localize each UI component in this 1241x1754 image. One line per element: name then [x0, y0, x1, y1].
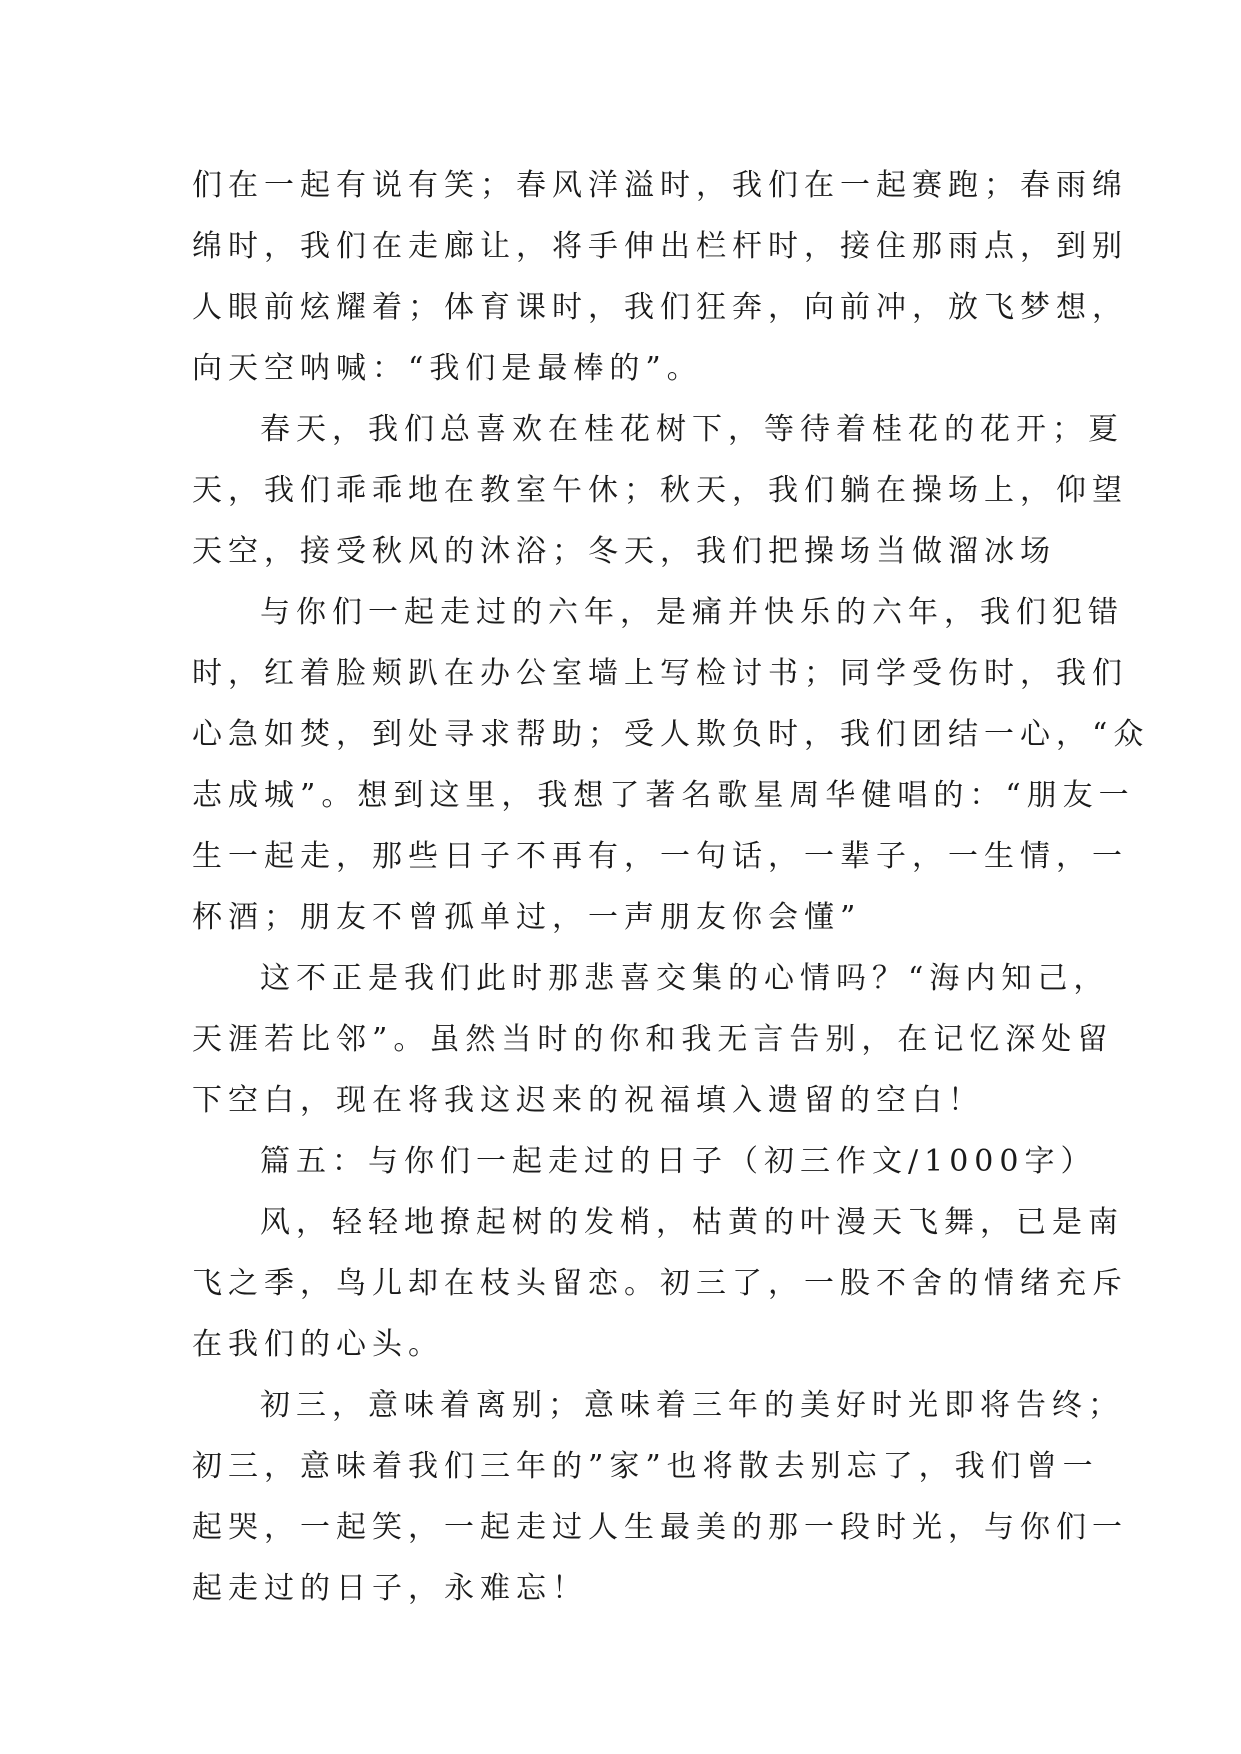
paragraph-first-line: 这不正是我们此时那悲喜交集的心情吗？“海内知己， — [260, 961, 1110, 996]
text-line: 初三，意味着我们三年的”家”也将散去别忘了，我们曾一 — [192, 1449, 1099, 1484]
text-line: 天，我们乖乖地在教室午休；秋天，我们躺在操场上，仰望 — [192, 473, 1128, 508]
text-line: 心急如焚，到处寻求帮助；受人欺负时，我们团结一心，“众 — [192, 717, 1150, 752]
paragraph-first-line: 与你们一起走过的六年，是痛并快乐的六年，我们犯错 — [260, 595, 1124, 630]
document-body — [192, 155, 1150, 1619]
paragraph-first-line: 风，轻轻地撩起树的发梢，枯黄的叶漫天飞舞，已是南 — [260, 1205, 1124, 1240]
text-line: 起走过的日子，永难忘！ — [192, 1571, 588, 1606]
text-line: 们在一起有说有笑；春风洋溢时，我们在一起赛跑；春雨绵 — [192, 168, 1128, 203]
text-line: 志成城”。想到这里，我想了著名歌星周华健唱的：“朋友一 — [192, 778, 1135, 813]
text-line: 绵时，我们在走廊让，将手伸出栏杆时，接住那雨点，到别 — [192, 229, 1128, 264]
paragraph-first-line: 春天，我们总喜欢在桂花树下，等待着桂花的花开；夏 — [260, 412, 1124, 447]
text-line: 生一起走，那些日子不再有，一句话，一辈子，一生情，一 — [192, 839, 1128, 874]
text-line: 时，红着脸颊趴在办公室墙上写检讨书；同学受伤时，我们 — [192, 656, 1128, 691]
text-line: 飞之季，鸟儿却在枝头留恋。初三了，一股不舍的情绪充斥 — [192, 1266, 1128, 1301]
text-line: 杯酒；朋友不曾孤单过，一声朋友你会懂” — [192, 900, 862, 935]
text-line: 起哭，一起笑，一起走过人生最美的那一段时光，与你们一 — [192, 1510, 1128, 1545]
text-line: 向天空呐喊：“我们是最棒的”。 — [192, 351, 703, 386]
section-heading: 篇五：与你们一起走过的日子（初三作文/1000字） — [260, 1144, 1097, 1179]
text-line: 下空白，现在将我这迟来的祝福填入遗留的空白！ — [192, 1083, 984, 1118]
text-line: 在我们的心头。 — [192, 1327, 444, 1362]
text-line: 人眼前炫耀着；体育课时，我们狂奔，向前冲，放飞梦想， — [192, 290, 1128, 325]
text-line: 天空，接受秋风的沐浴；冬天，我们把操场当做溜冰场 — [192, 534, 1056, 569]
paragraph-first-line: 初三，意味着离别；意味着三年的美好时光即将告终； — [260, 1388, 1124, 1423]
text-line: 天涯若比邻”。虽然当时的你和我无言告别，在记忆深处留 — [192, 1022, 1114, 1057]
